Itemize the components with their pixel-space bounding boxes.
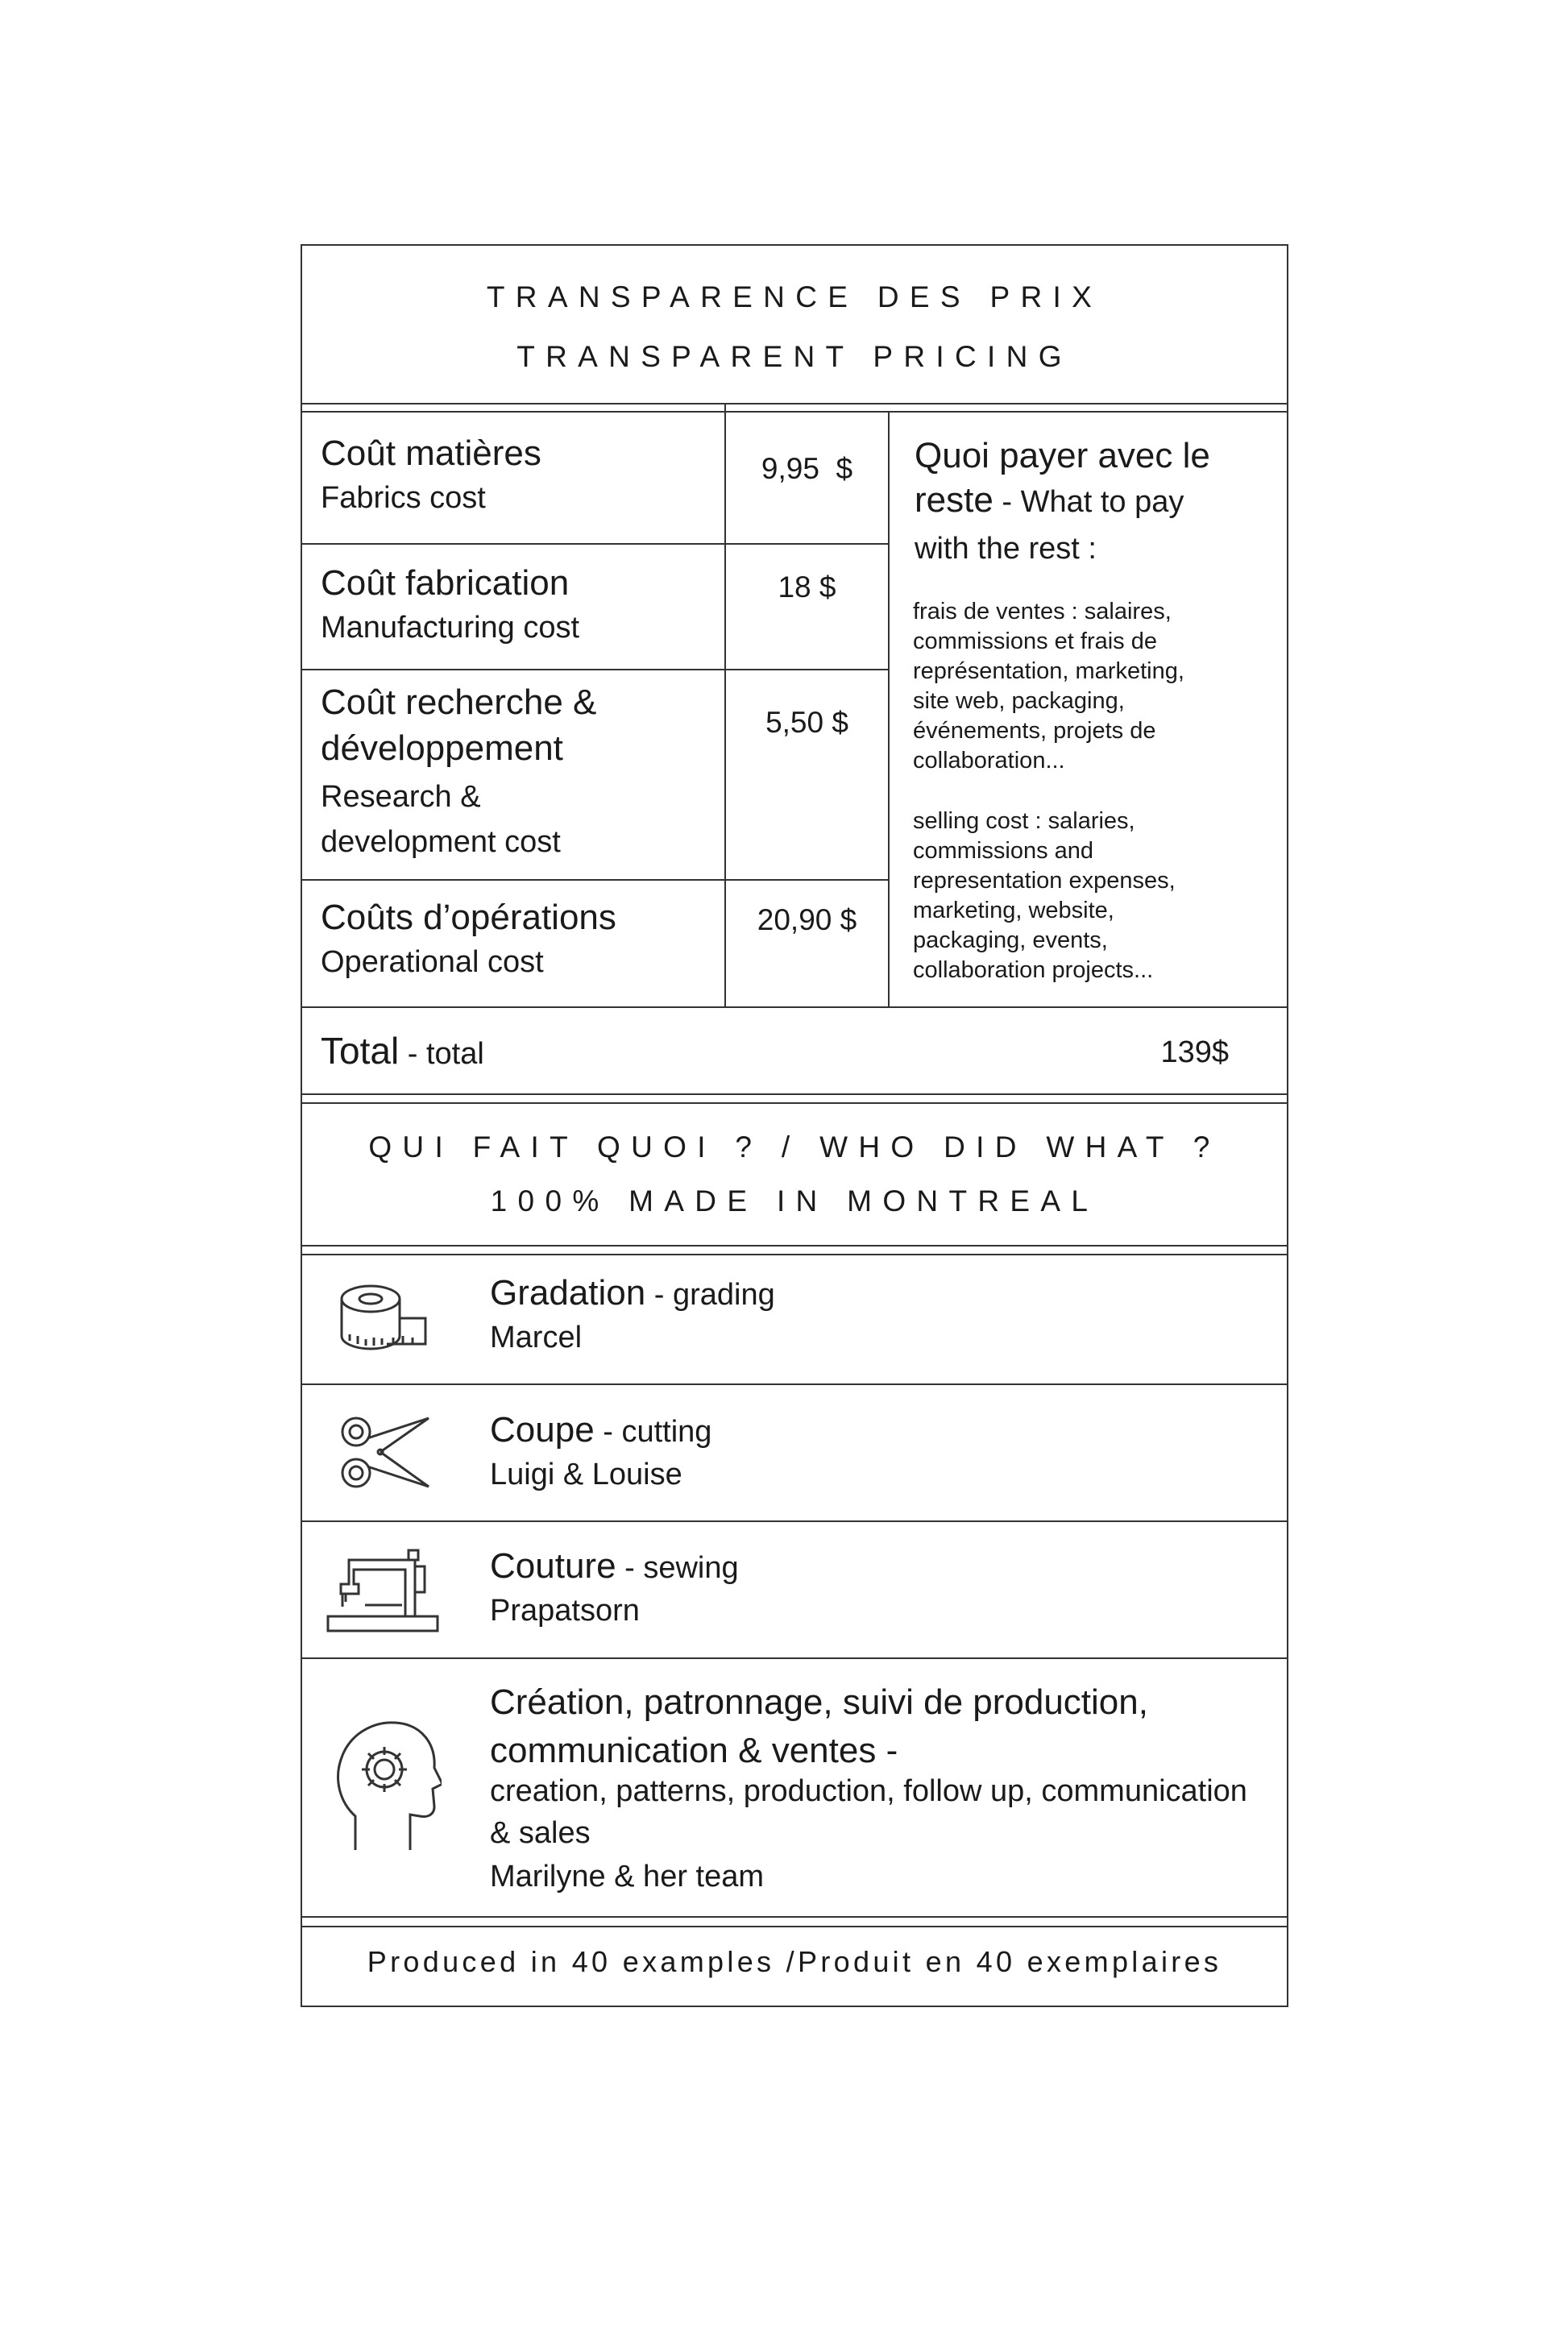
role-en: - cutting (594, 1415, 712, 1449)
title-fr: TRANSPARENCE DES PRIX (486, 280, 1103, 313)
who-title: QUI FAIT QUOI ? / WHO DID WHAT ? (368, 1130, 1221, 1164)
divider (301, 403, 1288, 404)
cost-row (321, 679, 667, 865)
total-label (321, 1029, 484, 1072)
person-row (490, 1544, 1263, 1631)
rest-text-fr: frais de ventes : salaires, commissions et frais de représentation, marketing, site web, packaging, événements, projets de collaboration... (913, 599, 1184, 774)
role-fr: Création, patronnage, suivi de production, communication & ventes - (490, 1682, 1148, 1770)
cost-label-fr: Coût fabrication (321, 563, 570, 603)
made-in-montreal: 100% MADE IN MONTREAL (490, 1184, 1099, 1217)
row-divider (301, 543, 889, 545)
person-row (490, 1271, 1263, 1358)
person-name: Marilyne & her team (490, 1860, 765, 1894)
head-gear-icon (333, 1716, 442, 1853)
cost-price: 18 $ (778, 570, 836, 604)
person-name: Prapatsorn (490, 1594, 640, 1628)
person-row (490, 1678, 1263, 1897)
cost-label-fr: Coût recherche & développement (321, 682, 597, 768)
role-fr: Couture (490, 1546, 616, 1586)
divider (301, 1245, 1288, 1247)
cost-row (321, 561, 716, 648)
column-divider (888, 411, 890, 1006)
title-en: TRANSPARENT PRICING (516, 340, 1072, 373)
row-divider (301, 879, 889, 881)
role-fr: Gradation (490, 1273, 646, 1313)
total-label-fr: Total (321, 1030, 400, 1072)
cost-label-en: Research & development cost (321, 780, 561, 859)
cost-price: 9,95 $ (761, 452, 853, 485)
divider (301, 1916, 1288, 1918)
rest-title-en-a: - What to pay (993, 485, 1184, 519)
cost-price: 20,90 $ (757, 903, 857, 936)
divider (301, 1254, 1288, 1255)
row-divider (301, 1006, 1288, 1008)
cost-row (321, 895, 716, 982)
person-row (490, 1408, 1263, 1495)
row-divider (301, 1520, 1288, 1522)
person-name: Marcel (490, 1321, 583, 1354)
production-note: Produced in 40 examples /Produit en 40 exemplaires (367, 1945, 1222, 1978)
rest-title-fr-1: Quoi payer avec le (915, 436, 1210, 475)
rest-title-fr-2: reste (915, 480, 993, 520)
row-divider (301, 1657, 1288, 1659)
total-value: 139$ (1160, 1035, 1229, 1069)
cost-label-en: Fabrics cost (321, 481, 486, 515)
rest-text-en: selling cost : salaries, commissions and representation expenses, marketing, website, packaging, events, collaboration projects... (913, 808, 1176, 983)
total-label-en: - total (399, 1037, 484, 1071)
role-en: creation, patterns, production, follow up, communication & sales (490, 1774, 1247, 1850)
row-divider (301, 1383, 1288, 1385)
scissors-icon (338, 1414, 435, 1491)
cost-label-fr: Coût matières (321, 433, 541, 473)
role-fr: Coupe (490, 1410, 595, 1450)
person-name: Luigi & Louise (490, 1458, 682, 1491)
cost-label-fr: Coûts d’opérations (321, 898, 616, 937)
divider (301, 1093, 1288, 1095)
divider (301, 1102, 1288, 1104)
cost-label-en: Operational cost (321, 945, 544, 979)
cost-row (321, 431, 716, 518)
divider (301, 1926, 1288, 1927)
sewing-machine-icon (325, 1544, 442, 1634)
row-divider (301, 669, 889, 670)
cost-price: 5,50 $ (765, 706, 848, 739)
divider (301, 411, 1288, 413)
measuring-tape-icon (338, 1281, 431, 1354)
cost-label-en: Manufacturing cost (321, 611, 580, 645)
role-en: - grading (645, 1278, 775, 1312)
rest-title-en-b: with the rest : (915, 532, 1097, 566)
rest-title (915, 433, 1269, 571)
role-en: - sewing (616, 1551, 739, 1585)
